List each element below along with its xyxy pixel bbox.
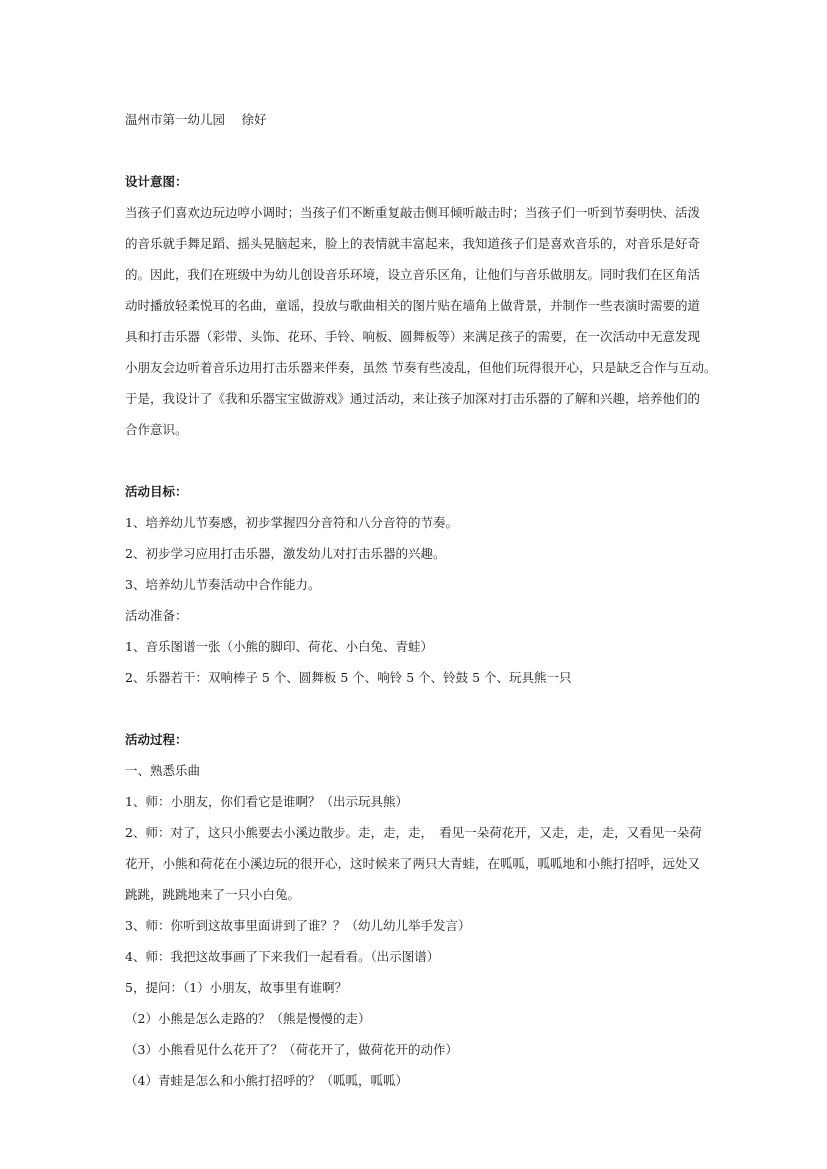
preparation-heading: 活动准备： [125, 608, 188, 623]
preparation-item: 1、音乐图谱一张（小熊的脚印、荷花、小白兔、青蛙） [125, 639, 433, 654]
process-step: 2、师：对了，这只小熊要去小溪边散步。走，走，走， 看见一朵荷花开，又走，走，走，又看见一朵荷 [125, 825, 702, 840]
design-intent-line: 当孩子们喜欢边玩边哼小调时；当孩子们不断重复敲击侧耳倾听敲击时；当孩子们一听到节奏明快、活泼 [125, 205, 701, 220]
goals-heading: 活动目标： [125, 484, 188, 499]
sub-question: （3）小熊看见什么花开了？（荷花开了，做荷花开的动作） [125, 1042, 458, 1057]
sub-question: （4）青蛙是怎么和小熊打招呼的？（呱呱，呱呱） [125, 1073, 408, 1088]
author-line: 温州市第一幼儿园 徐好 [125, 112, 267, 127]
process-step: 4、师：我把这故事画了下来我们一起看看。（出示图谱） [125, 949, 440, 964]
goal-item: 1、培养幼儿节奏感，初步掌握四分音符和八分音符的节奏。 [125, 515, 458, 530]
design-intent-line: 合作意识。 [125, 422, 188, 437]
process-step: 1、师：小朋友，你们看它是谁啊？（出示玩具熊） [125, 794, 408, 809]
process-heading: 活动过程： [125, 732, 188, 747]
design-intent-line: 于是，我设计了《我和乐器宝宝做游戏》通过活动，来让孩子加深对打击乐器的了解和兴趣，培养他们的 [125, 391, 701, 406]
process-step: 3、师：你听到这故事里面讲到了谁？？（幼儿幼儿举手发言） [125, 918, 471, 933]
goal-item: 3、培养幼儿节奏活动中合作能力。 [125, 577, 321, 592]
design-intent-line: 小朋友会边听着音乐边用打击乐器来伴奏，虽然 节奏有些凌乱，但他们玩得很开心，只是缺乏合作与互动。 [125, 360, 717, 375]
document-page [125, 104, 717, 1096]
preparation-item: 2、乐器若干：双响棒子 5 个、圆舞板 5 个、响铃 5 个、铃鼓 5 个、玩具熊一只 [125, 670, 572, 685]
design-intent-line: 的音乐就手舞足蹈、摇头晃脑起来，脸上的表情就丰富起来，我知道孩子们是喜欢音乐的，对音乐是好奇 [125, 236, 701, 251]
process-section-title: 一、熟悉乐曲 [125, 763, 201, 778]
sub-question: （2）小熊是怎么走路的？（熊是慢慢的走） [125, 1011, 371, 1026]
design-intent-line: 动时播放轻柔悦耳的名曲，童谣，投放与歌曲相关的图片贴在墙角上做背景，并制作一些表演时需要的道 [125, 298, 701, 313]
design-intent-line: 的。因此，我们在班级中为幼儿创设音乐环境，设立音乐区角，让他们与音乐做朋友。同时我们在区角活 [125, 267, 701, 282]
design-intent-heading: 设计意图： [125, 174, 188, 189]
spacer [125, 693, 705, 724]
process-step: 5，提问：（1）小朋友，故事里有谁啊？ [125, 980, 348, 995]
process-step: 跳跳，跳跳地来了一只小白兔。 [125, 887, 301, 902]
spacer [125, 135, 705, 166]
design-intent-line: 具和打击乐器（彩带、头饰、花环、手铃、响板、圆舞板等）来满足孩子的需要，在一次活动中无意发现 [125, 329, 701, 344]
process-step: 花开，小熊和荷花在小溪边玩的很开心，这时候来了两只大青蛙，在呱呱，呱呱地和小熊打招呼，远处又 [125, 856, 701, 871]
spacer [125, 445, 705, 476]
goal-item: 2、初步学习应用打击乐器，激发幼儿对打击乐器的兴趣。 [125, 546, 446, 561]
